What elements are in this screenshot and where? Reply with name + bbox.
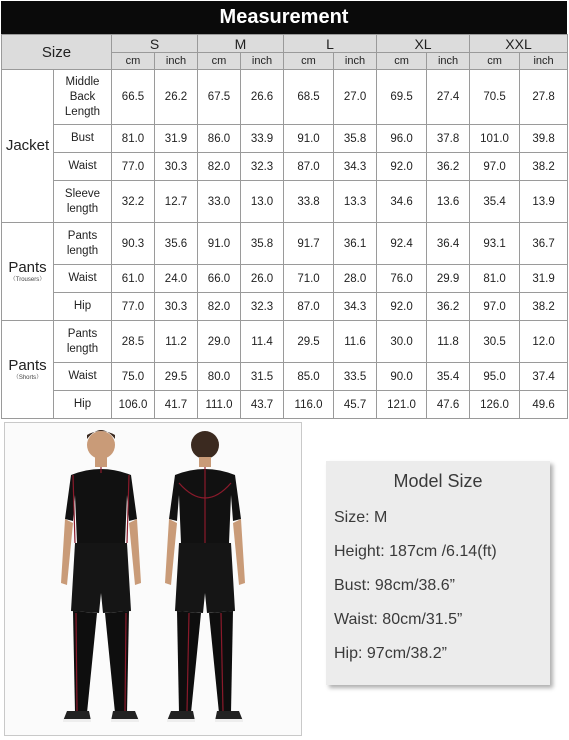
measurement-value: 36.1 <box>334 223 377 265</box>
measurement-value: 27.8 <box>520 70 568 125</box>
measurement-label: Sleeve length <box>54 181 112 223</box>
measurement-label: Waist <box>54 363 112 391</box>
measurement-value: 67.5 <box>198 70 241 125</box>
unit-header: cm <box>470 53 520 70</box>
measurement-value: 13.0 <box>241 181 284 223</box>
measurement-value: 81.0 <box>112 125 155 153</box>
measurement-value: 34.6 <box>377 181 427 223</box>
measurement-value: 91.0 <box>198 223 241 265</box>
measurement-value: 49.6 <box>520 391 568 419</box>
measurement-value: 26.0 <box>241 265 284 293</box>
measurement-value: 45.7 <box>334 391 377 419</box>
size-column-header: XL <box>377 35 470 53</box>
measurement-value: 91.0 <box>284 125 334 153</box>
measurement-value: 85.0 <box>284 363 334 391</box>
measurement-value: 29.9 <box>427 265 470 293</box>
size-column-header: M <box>198 35 284 53</box>
measurement-value: 80.0 <box>198 363 241 391</box>
measurement-label: Middle Back Length <box>54 70 112 125</box>
measurement-label: Pants length <box>54 223 112 265</box>
size-column-header: XXL <box>470 35 568 53</box>
measurement-value: 38.2 <box>520 153 568 181</box>
measurement-value: 30.0 <box>377 321 427 363</box>
measurement-value: 106.0 <box>112 391 155 419</box>
table-row <box>2 125 568 153</box>
measurement-value: 31.9 <box>520 265 568 293</box>
measurement-value: 35.4 <box>427 363 470 391</box>
unit-header: inch <box>334 53 377 70</box>
measurement-value: 87.0 <box>284 153 334 181</box>
measurement-value: 69.5 <box>377 70 427 125</box>
measurement-value: 26.2 <box>155 70 198 125</box>
measurement-value: 36.7 <box>520 223 568 265</box>
category-cell <box>2 223 54 321</box>
measurement-value: 91.7 <box>284 223 334 265</box>
model-size-card <box>326 461 550 685</box>
measurement-value: 36.2 <box>427 293 470 321</box>
measurement-value: 29.5 <box>155 363 198 391</box>
measurement-value: 11.8 <box>427 321 470 363</box>
measurement-value: 30.3 <box>155 293 198 321</box>
measurement-value: 30.3 <box>155 153 198 181</box>
table-row <box>2 265 568 293</box>
measurement-value: 35.6 <box>155 223 198 265</box>
measurement-value: 27.0 <box>334 70 377 125</box>
measurement-value: 121.0 <box>377 391 427 419</box>
measurement-value: 28.0 <box>334 265 377 293</box>
measurement-value: 30.5 <box>470 321 520 363</box>
model-hip-value: Hip: 97cm/38.2” <box>334 645 447 662</box>
measurement-value: 92.0 <box>377 153 427 181</box>
model-waist-value: Waist: 80cm/31.5” <box>334 611 463 628</box>
measurement-value: 47.6 <box>427 391 470 419</box>
size-column-header: L <box>284 35 377 53</box>
measurement-value: 86.0 <box>198 125 241 153</box>
unit-header: cm <box>198 53 241 70</box>
model-back-figure <box>165 431 245 722</box>
measurement-value: 71.0 <box>284 265 334 293</box>
size-chart-table <box>1 34 568 419</box>
measurement-value: 11.4 <box>241 321 284 363</box>
category-label: Pants <box>8 356 47 374</box>
measurement-value: 38.2 <box>520 293 568 321</box>
category-cell <box>2 70 54 223</box>
table-row <box>2 70 568 125</box>
measurement-value: 37.4 <box>520 363 568 391</box>
measurement-value: 33.5 <box>334 363 377 391</box>
measurement-value: 41.7 <box>155 391 198 419</box>
measurement-value: 34.3 <box>334 293 377 321</box>
unit-header: cm <box>284 53 334 70</box>
measurement-value: 76.0 <box>377 265 427 293</box>
table-row <box>2 153 568 181</box>
measurement-value: 28.5 <box>112 321 155 363</box>
measurement-value: 31.9 <box>155 125 198 153</box>
table-row <box>2 181 568 223</box>
measurement-value: 13.6 <box>427 181 470 223</box>
measurement-value: 95.0 <box>470 363 520 391</box>
measurement-value: 68.5 <box>284 70 334 125</box>
measurement-label: Waist <box>54 265 112 293</box>
measurement-value: 12.7 <box>155 181 198 223</box>
unit-header: inch <box>155 53 198 70</box>
measurement-value: 77.0 <box>112 153 155 181</box>
table-title: Measurement <box>1 1 567 34</box>
table-row <box>2 391 568 419</box>
unit-header: inch <box>520 53 568 70</box>
unit-header: cm <box>112 53 155 70</box>
measurement-value: 33.0 <box>198 181 241 223</box>
category-label: Pants <box>8 258 47 276</box>
size-header-label: Size <box>2 35 112 70</box>
table-row <box>2 223 568 265</box>
measurement-value: 32.2 <box>112 181 155 223</box>
measurement-value: 116.0 <box>284 391 334 419</box>
table-row <box>2 321 568 363</box>
measurement-value: 82.0 <box>198 153 241 181</box>
measurement-label: Hip <box>54 293 112 321</box>
unit-header: inch <box>241 53 284 70</box>
model-bust-value: Bust: 98cm/38.6” <box>334 577 455 594</box>
measurement-value: 126.0 <box>470 391 520 419</box>
measurement-value: 81.0 <box>470 265 520 293</box>
model-photo <box>4 422 302 736</box>
category-cell <box>2 321 54 419</box>
measurement-value: 11.2 <box>155 321 198 363</box>
measurement-value: 66.0 <box>198 265 241 293</box>
unit-header: cm <box>377 53 427 70</box>
measurement-value: 26.6 <box>241 70 284 125</box>
measurement-value: 61.0 <box>112 265 155 293</box>
measurement-label: Bust <box>54 125 112 153</box>
measurement-value: 36.2 <box>427 153 470 181</box>
model-front-figure <box>61 430 141 722</box>
measurement-value: 92.0 <box>377 293 427 321</box>
unit-header: inch <box>427 53 470 70</box>
measurement-value: 92.4 <box>377 223 427 265</box>
measurement-value: 37.8 <box>427 125 470 153</box>
measurement-value: 35.8 <box>334 125 377 153</box>
measurement-value: 13.9 <box>520 181 568 223</box>
measurement-value: 90.0 <box>377 363 427 391</box>
measurement-value: 27.4 <box>427 70 470 125</box>
measurement-value: 33.8 <box>284 181 334 223</box>
model-figures-image <box>5 423 301 735</box>
measurement-value: 96.0 <box>377 125 427 153</box>
model-size-title: Model Size <box>393 471 483 491</box>
measurement-label: Waist <box>54 153 112 181</box>
measurement-label: Pants length <box>54 321 112 363</box>
measurement-value: 70.5 <box>470 70 520 125</box>
table-row <box>2 293 568 321</box>
measurement-value: 90.3 <box>112 223 155 265</box>
measurement-value: 24.0 <box>155 265 198 293</box>
table-row <box>2 363 568 391</box>
measurement-value: 11.6 <box>334 321 377 363</box>
measurement-value: 32.3 <box>241 153 284 181</box>
measurement-value: 29.0 <box>198 321 241 363</box>
measurement-value: 77.0 <box>112 293 155 321</box>
measurement-value: 35.8 <box>241 223 284 265</box>
measurement-value: 32.3 <box>241 293 284 321</box>
model-height-value: Height: 187cm /6.14(ft) <box>334 543 497 560</box>
measurement-value: 82.0 <box>198 293 241 321</box>
measurement-value: 43.7 <box>241 391 284 419</box>
category-subtitle: （Shorts） <box>12 374 43 381</box>
measurement-label: Hip <box>54 391 112 419</box>
measurement-value: 34.3 <box>334 153 377 181</box>
measurement-value: 33.9 <box>241 125 284 153</box>
measurement-value: 39.8 <box>520 125 568 153</box>
measurement-value: 75.0 <box>112 363 155 391</box>
measurement-value: 35.4 <box>470 181 520 223</box>
measurement-value: 31.5 <box>241 363 284 391</box>
size-column-header: S <box>112 35 198 53</box>
measurement-value: 101.0 <box>470 125 520 153</box>
measurement-value: 66.5 <box>112 70 155 125</box>
measurement-value: 13.3 <box>334 181 377 223</box>
measurement-value: 12.0 <box>520 321 568 363</box>
measurement-value: 93.1 <box>470 223 520 265</box>
category-label: Jacket <box>5 137 50 154</box>
measurement-value: 87.0 <box>284 293 334 321</box>
category-subtitle: （Trousers） <box>9 276 46 283</box>
measurement-value: 97.0 <box>470 293 520 321</box>
measurement-value: 36.4 <box>427 223 470 265</box>
measurement-value: 97.0 <box>470 153 520 181</box>
measurement-value: 111.0 <box>198 391 241 419</box>
model-size-value: Size: M <box>334 509 388 526</box>
measurement-value: 29.5 <box>284 321 334 363</box>
